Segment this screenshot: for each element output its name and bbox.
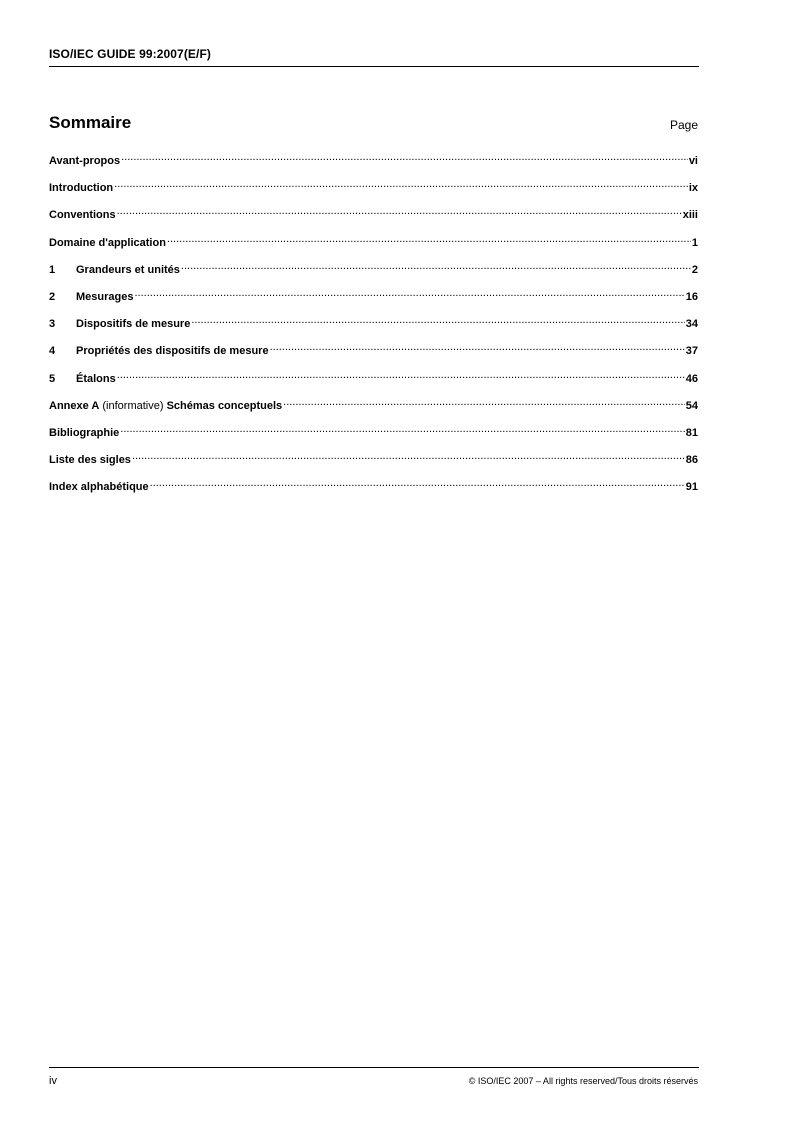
- toc-entry-page: 2: [691, 263, 698, 276]
- toc-entry[interactable]: [49, 424, 698, 451]
- toc-entry-number: 1: [49, 263, 56, 276]
- toc-entry-title: Index alphabétique: [49, 481, 149, 494]
- toc-entry-page: 81: [685, 426, 698, 439]
- toc-entry[interactable]: [49, 397, 698, 424]
- toc-entry[interactable]: [49, 179, 698, 206]
- toc-entry-title: Bibliographie: [49, 426, 120, 439]
- toc-entry-number: 2: [49, 290, 56, 303]
- toc-entry[interactable]: [49, 342, 698, 369]
- toc-entry-title: Conventions: [49, 209, 116, 222]
- toc-entry-number: 4: [49, 345, 56, 358]
- toc-entry[interactable]: [49, 234, 698, 261]
- toc-entry-page: 34: [685, 318, 698, 331]
- toc-entry-title: Mesurages: [76, 290, 134, 303]
- annex-title: Schémas conceptuels: [166, 399, 283, 412]
- annex-label: Annexe A: [49, 399, 100, 412]
- toc-entry-title: Avant-propos: [49, 155, 121, 167]
- toc-entry[interactable]: [49, 288, 698, 315]
- toc-title: Sommaire: [49, 113, 132, 132]
- dot-leader: [270, 342, 685, 354]
- dot-leader: [191, 315, 684, 327]
- toc-entry-page: 86: [685, 454, 698, 467]
- toc-entry-page: 37: [685, 345, 698, 358]
- dot-leader: [121, 152, 688, 164]
- toc-entry-title: Introduction: [49, 182, 114, 195]
- dot-leader: [150, 478, 685, 490]
- toc-entry[interactable]: [49, 152, 698, 179]
- dot-leader: [117, 370, 685, 382]
- toc-entry-title: Étalons: [76, 372, 116, 385]
- toc-entry-title: Liste des sigles: [49, 454, 131, 467]
- toc-entry-title: Dispositifs de mesure: [76, 318, 191, 331]
- annex-qualifier: (informative): [99, 399, 167, 412]
- header-divider: [49, 66, 699, 67]
- toc-entry-number: 5: [49, 372, 56, 385]
- toc-entry[interactable]: [49, 261, 698, 288]
- toc-entry-page: xiii: [682, 209, 698, 222]
- toc-entry-page: 54: [685, 399, 698, 412]
- dot-leader: [114, 179, 688, 191]
- dot-leader: [167, 234, 691, 246]
- dot-leader: [120, 424, 684, 436]
- toc-entry[interactable]: [49, 315, 698, 342]
- toc-entry-page: 1: [691, 236, 698, 249]
- toc-entry-page: 91: [685, 481, 698, 494]
- footer-divider: [49, 1067, 699, 1068]
- dot-leader: [283, 397, 685, 409]
- dot-leader: [181, 261, 691, 273]
- toc-entry-title: Grandeurs et unités: [76, 263, 180, 276]
- toc-entry-title: [49, 400, 282, 412]
- toc-entry-title: Propriétés des dispositifs de mesure: [76, 345, 269, 358]
- toc-entry-page: 16: [685, 290, 698, 303]
- toc-entry[interactable]: [49, 370, 698, 397]
- toc-entry[interactable]: [49, 478, 698, 505]
- page-column-label: Page: [669, 118, 698, 132]
- dot-leader: [117, 206, 682, 218]
- dot-leader: [132, 451, 685, 463]
- footer-copyright: © ISO/IEC 2007 – All rights reserved/Tous droits réservés: [468, 1076, 698, 1086]
- footer-page-number: iv: [49, 1075, 57, 1087]
- document-identifier: ISO/IEC GUIDE 99:2007(E/F): [49, 47, 211, 61]
- dot-leader: [134, 288, 684, 300]
- toc-entry-page: vi: [688, 155, 698, 167]
- toc-entry-page: ix: [688, 182, 698, 195]
- table-of-contents: [49, 152, 698, 505]
- toc-entry-number: 3: [49, 318, 56, 331]
- toc-entry-page: 46: [685, 372, 698, 385]
- toc-entry-title: Domaine d'application: [49, 236, 166, 249]
- toc-entry[interactable]: [49, 451, 698, 478]
- toc-entry[interactable]: [49, 206, 698, 233]
